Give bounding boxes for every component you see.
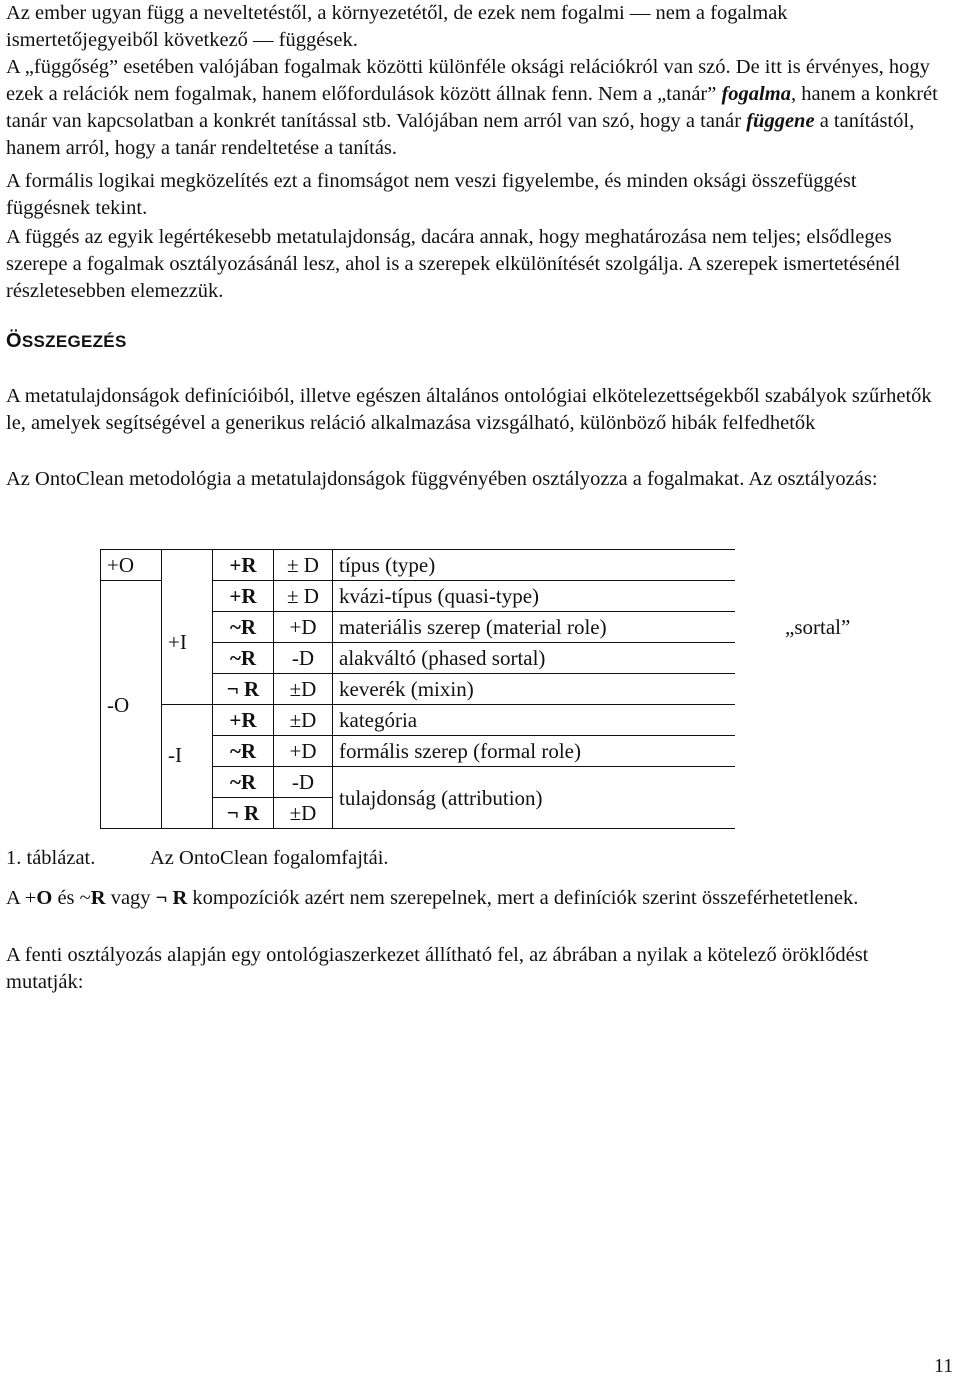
table-caption: 1. táblázat. Az OntoClean fogalomfajtái. (6, 847, 389, 869)
i-empty-cell (162, 550, 213, 581)
o-plus-cell: +O (101, 550, 162, 581)
ontoclean-table (100, 549, 899, 829)
table-row: +O +R ± D típus (type) „sortal” (101, 550, 900, 581)
table-row: ~R -D alakváltó (phased sortal) (101, 643, 900, 674)
section-heading: ÖSSZEGEZÉS (6, 330, 127, 352)
table-row: ¬ R ±D keverék (mixin) (101, 674, 900, 705)
table-row: ~R +D materiális szerep (material role) (101, 612, 900, 643)
after-paragraph-2: A fenti osztályozás alapján egy ontológiaszerkezet állítható fel, az ábrában a nyilak a kötelező öröklődést mutatják: (6, 944, 869, 993)
i-minus-cell: -I (162, 736, 213, 829)
i-plus-cell: +I (162, 581, 213, 705)
table-row: -I ~R +D formális szerep (formal role) (101, 736, 900, 767)
intro-line-2: ismertetőjegyeiből következő — függések. (6, 29, 358, 51)
table-row: +R ±D kategória (101, 705, 900, 736)
intro-paragraph-1 (6, 0, 942, 54)
emphasis-fogalma: fogalma (721, 83, 791, 105)
intro-paragraph-3: A formális logikai megközelítés ezt a finomságot nem veszi figyelembe, és minden oksági összefüggést függésnek tekint. (6, 170, 857, 219)
table-row: ~R -D tulajdonság (attribution) (101, 767, 900, 798)
emphasis-fuggene: függene (746, 110, 815, 132)
summary-paragraph-1: A metatulajdonságok definícióiból, illetve egészen általános ontológiai elkötelezettségekből szabályok szűrhetők le, amelyek segítségével a generikus reláció alkalmazása vizsgálható, különböző hibák felfedhetők (6, 385, 932, 434)
intro-paragraph-2: A „függőség” esetében valójában fogalmak közötti különféle oksági relációkról van szó. De itt is érvényes, hogy ezek a relációk nem fogalmak, hanem előfordulások között állnak fenn. Nem a „tanár” fogalma, hanem a konkrét tanár van kapcsolatban a konkrét tanítással stb. Valójában nem arról van szó, hogy a tanár függene a tanítástól, hanem arról, hogy a tanár rendeltetése a tanítás. (6, 56, 938, 159)
after-paragraph-1: A +O és ~R vagy ¬ R kompozíciók azért nem szerepelnek, mert a definíciók szerint összeférhetetlenek. (6, 887, 859, 909)
table-row: -O +I +R ± D kvázi-típus (quasi-type) (101, 581, 900, 612)
o-minus-cell: -O (101, 581, 162, 829)
summary-paragraph-2: Az OntoClean metodológia a metatulajdonságok függvényében osztályozza a fogalmakat. Az osztályozás: (6, 468, 878, 490)
i-empty-cell (162, 705, 213, 736)
sortal-group (735, 550, 899, 829)
intro-paragraph-4: A függés az egyik legértékesebb metatulajdonság, dacára annak, hogy meghatározása nem teljes; elsődleges szerepe a fogalmak osztályozásánál lesz, ahol is a szerepek elkülönítését szolgálja. A szerepek ismertetésénél részletesebben elemezzük. (6, 226, 901, 302)
page-number: 11 (934, 1355, 954, 1377)
table-row: ¬ R ±D (101, 798, 900, 829)
intro-line-1: Az ember ugyan függ a neveltetéstől, a környezetétől, de ezek nem fogalmi — nem a fogalmak (6, 2, 788, 24)
sortal-label: „sortal” (785, 614, 851, 639)
